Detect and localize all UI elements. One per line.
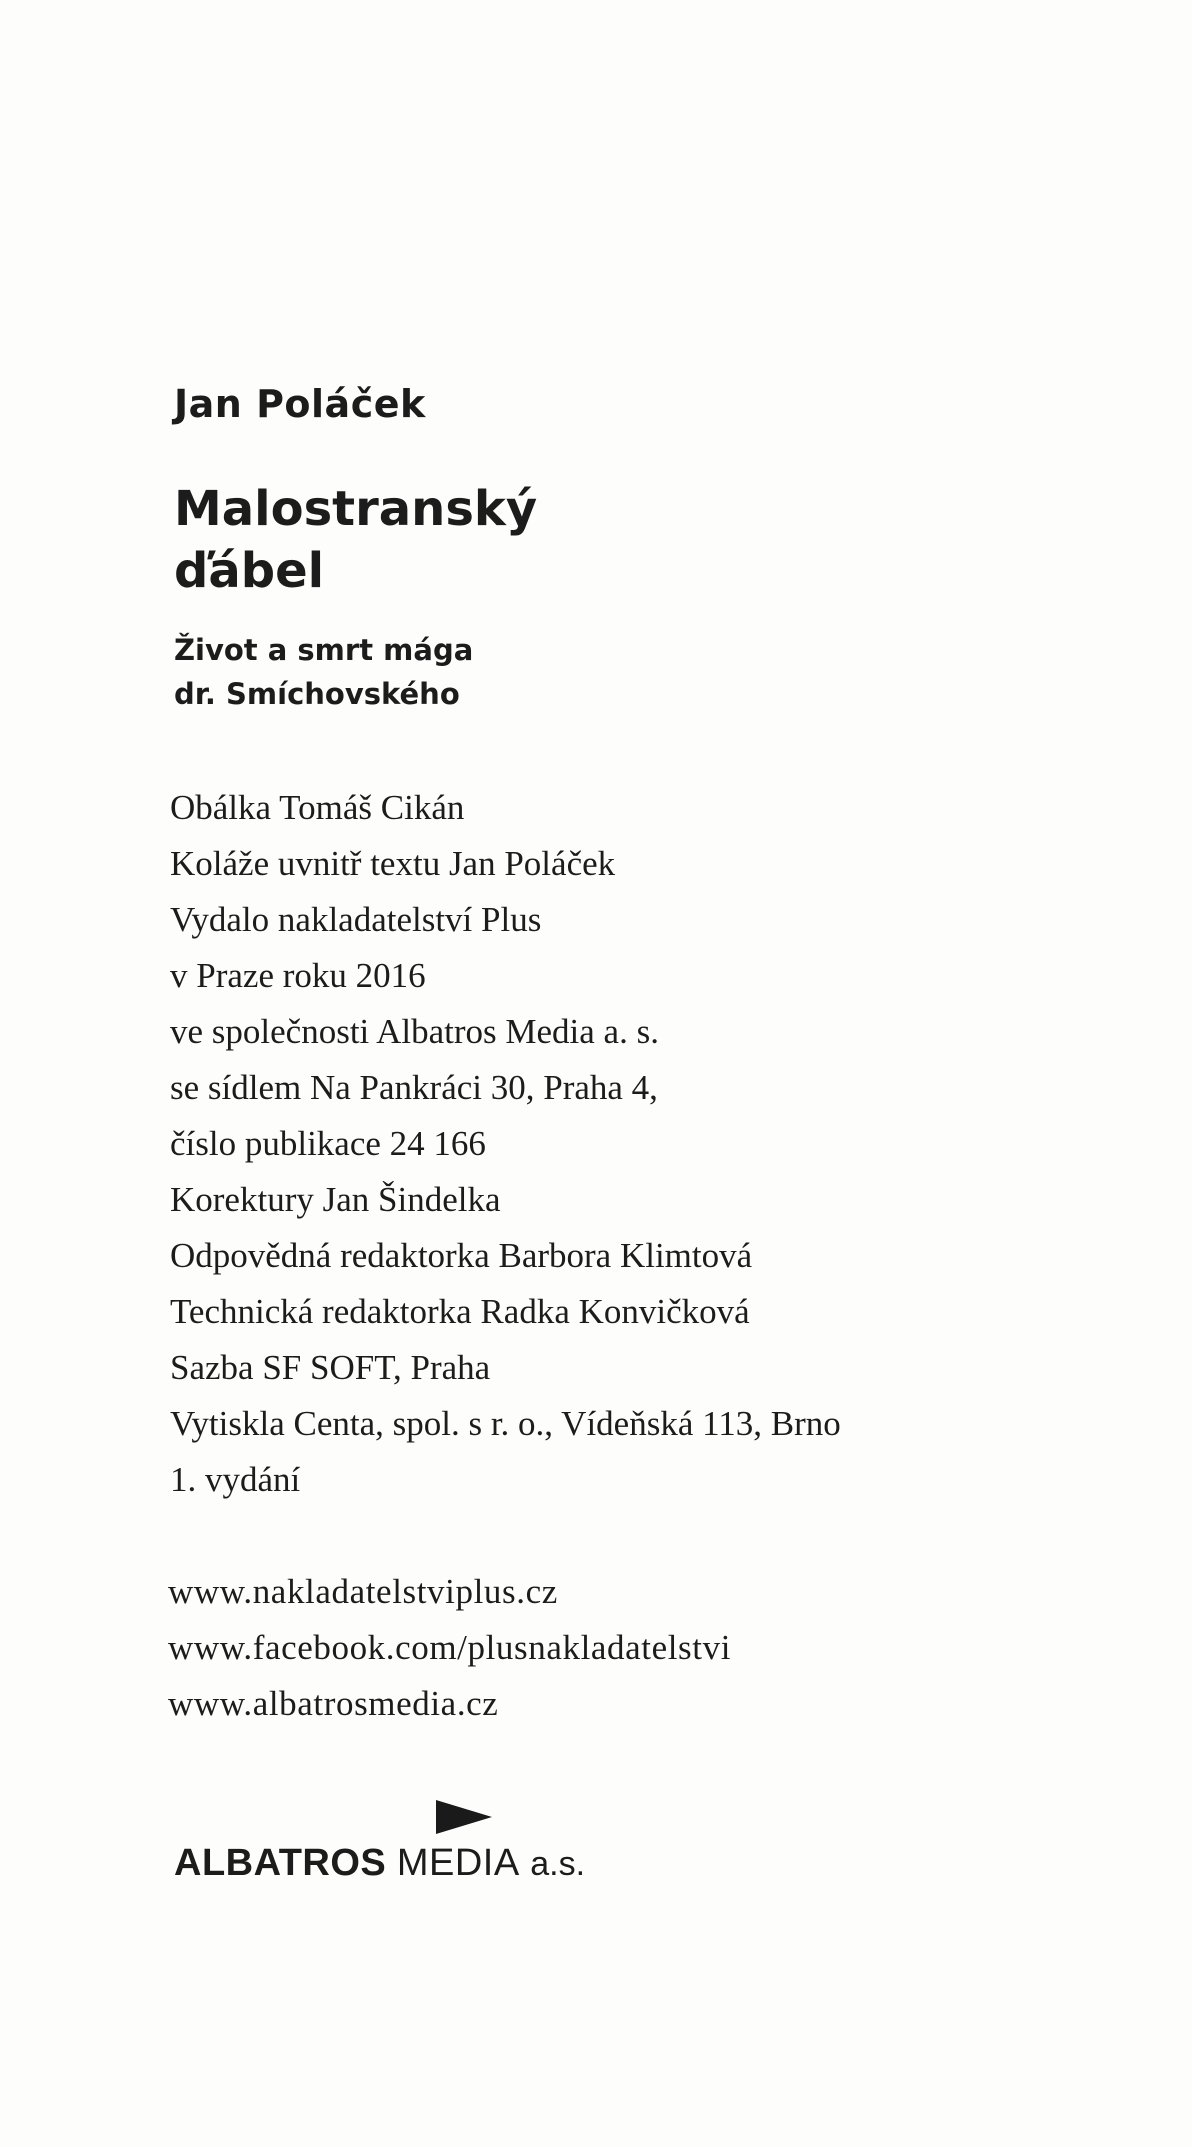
colophon-line: Technická redaktorka Radka Konvičková xyxy=(170,1292,750,1331)
colophon xyxy=(170,780,841,1508)
colophon-line: 1. vydání xyxy=(170,1460,301,1499)
colophon-line: Koláže uvnitř textu Jan Poláček xyxy=(170,844,616,883)
publisher-logo-text xyxy=(174,1842,585,1885)
book-subtitle-line: dr. Smíchovského xyxy=(174,677,460,711)
facebook-link: www.facebook.com/plusnakladatelstvi xyxy=(168,1628,732,1667)
colophon-line: číslo publikace 24 166 xyxy=(170,1124,486,1163)
colophon-line: Odpovědná redaktorka Barbora Klimtová xyxy=(170,1236,753,1275)
book-subtitle xyxy=(174,628,473,716)
book-subtitle-line: Život a smrt mága xyxy=(174,633,474,667)
website-link: www.nakladatelstviplus.cz xyxy=(168,1572,558,1611)
colophon-line: se sídlem Na Pankráci 30, Praha 4, xyxy=(170,1068,658,1107)
web-links xyxy=(168,1564,731,1732)
logo-wordmark-regular: MEDIA xyxy=(396,1842,520,1884)
colophon-line: ve společnosti Albatros Media a. s. xyxy=(170,1012,659,1051)
website-link: www.albatrosmedia.cz xyxy=(168,1684,499,1723)
logo-wordmark-bold: ALBATROS xyxy=(174,1842,387,1884)
colophon-line: Sazba SF SOFT, Praha xyxy=(170,1348,491,1387)
logo-suffix: a.s. xyxy=(530,1845,586,1883)
author-name: Jan Poláček xyxy=(174,382,426,426)
book-title xyxy=(174,478,537,602)
publisher-logo xyxy=(174,1800,694,1900)
colophon-line: Vydalo nakladatelství Plus xyxy=(170,900,542,939)
colophon-line: Obálka Tomáš Cikán xyxy=(170,788,465,827)
book-title-line: Malostranský xyxy=(174,481,538,537)
arrow-right-icon xyxy=(436,1800,492,1834)
book-title-line: ďábel xyxy=(174,543,325,599)
colophon-line: Korektury Jan Šindelka xyxy=(170,1180,501,1219)
colophon-line: Vytiskla Centa, spol. s r. o., Vídeňská 113, Brno xyxy=(170,1404,841,1443)
colophon-line: v Praze roku 2016 xyxy=(170,956,426,995)
